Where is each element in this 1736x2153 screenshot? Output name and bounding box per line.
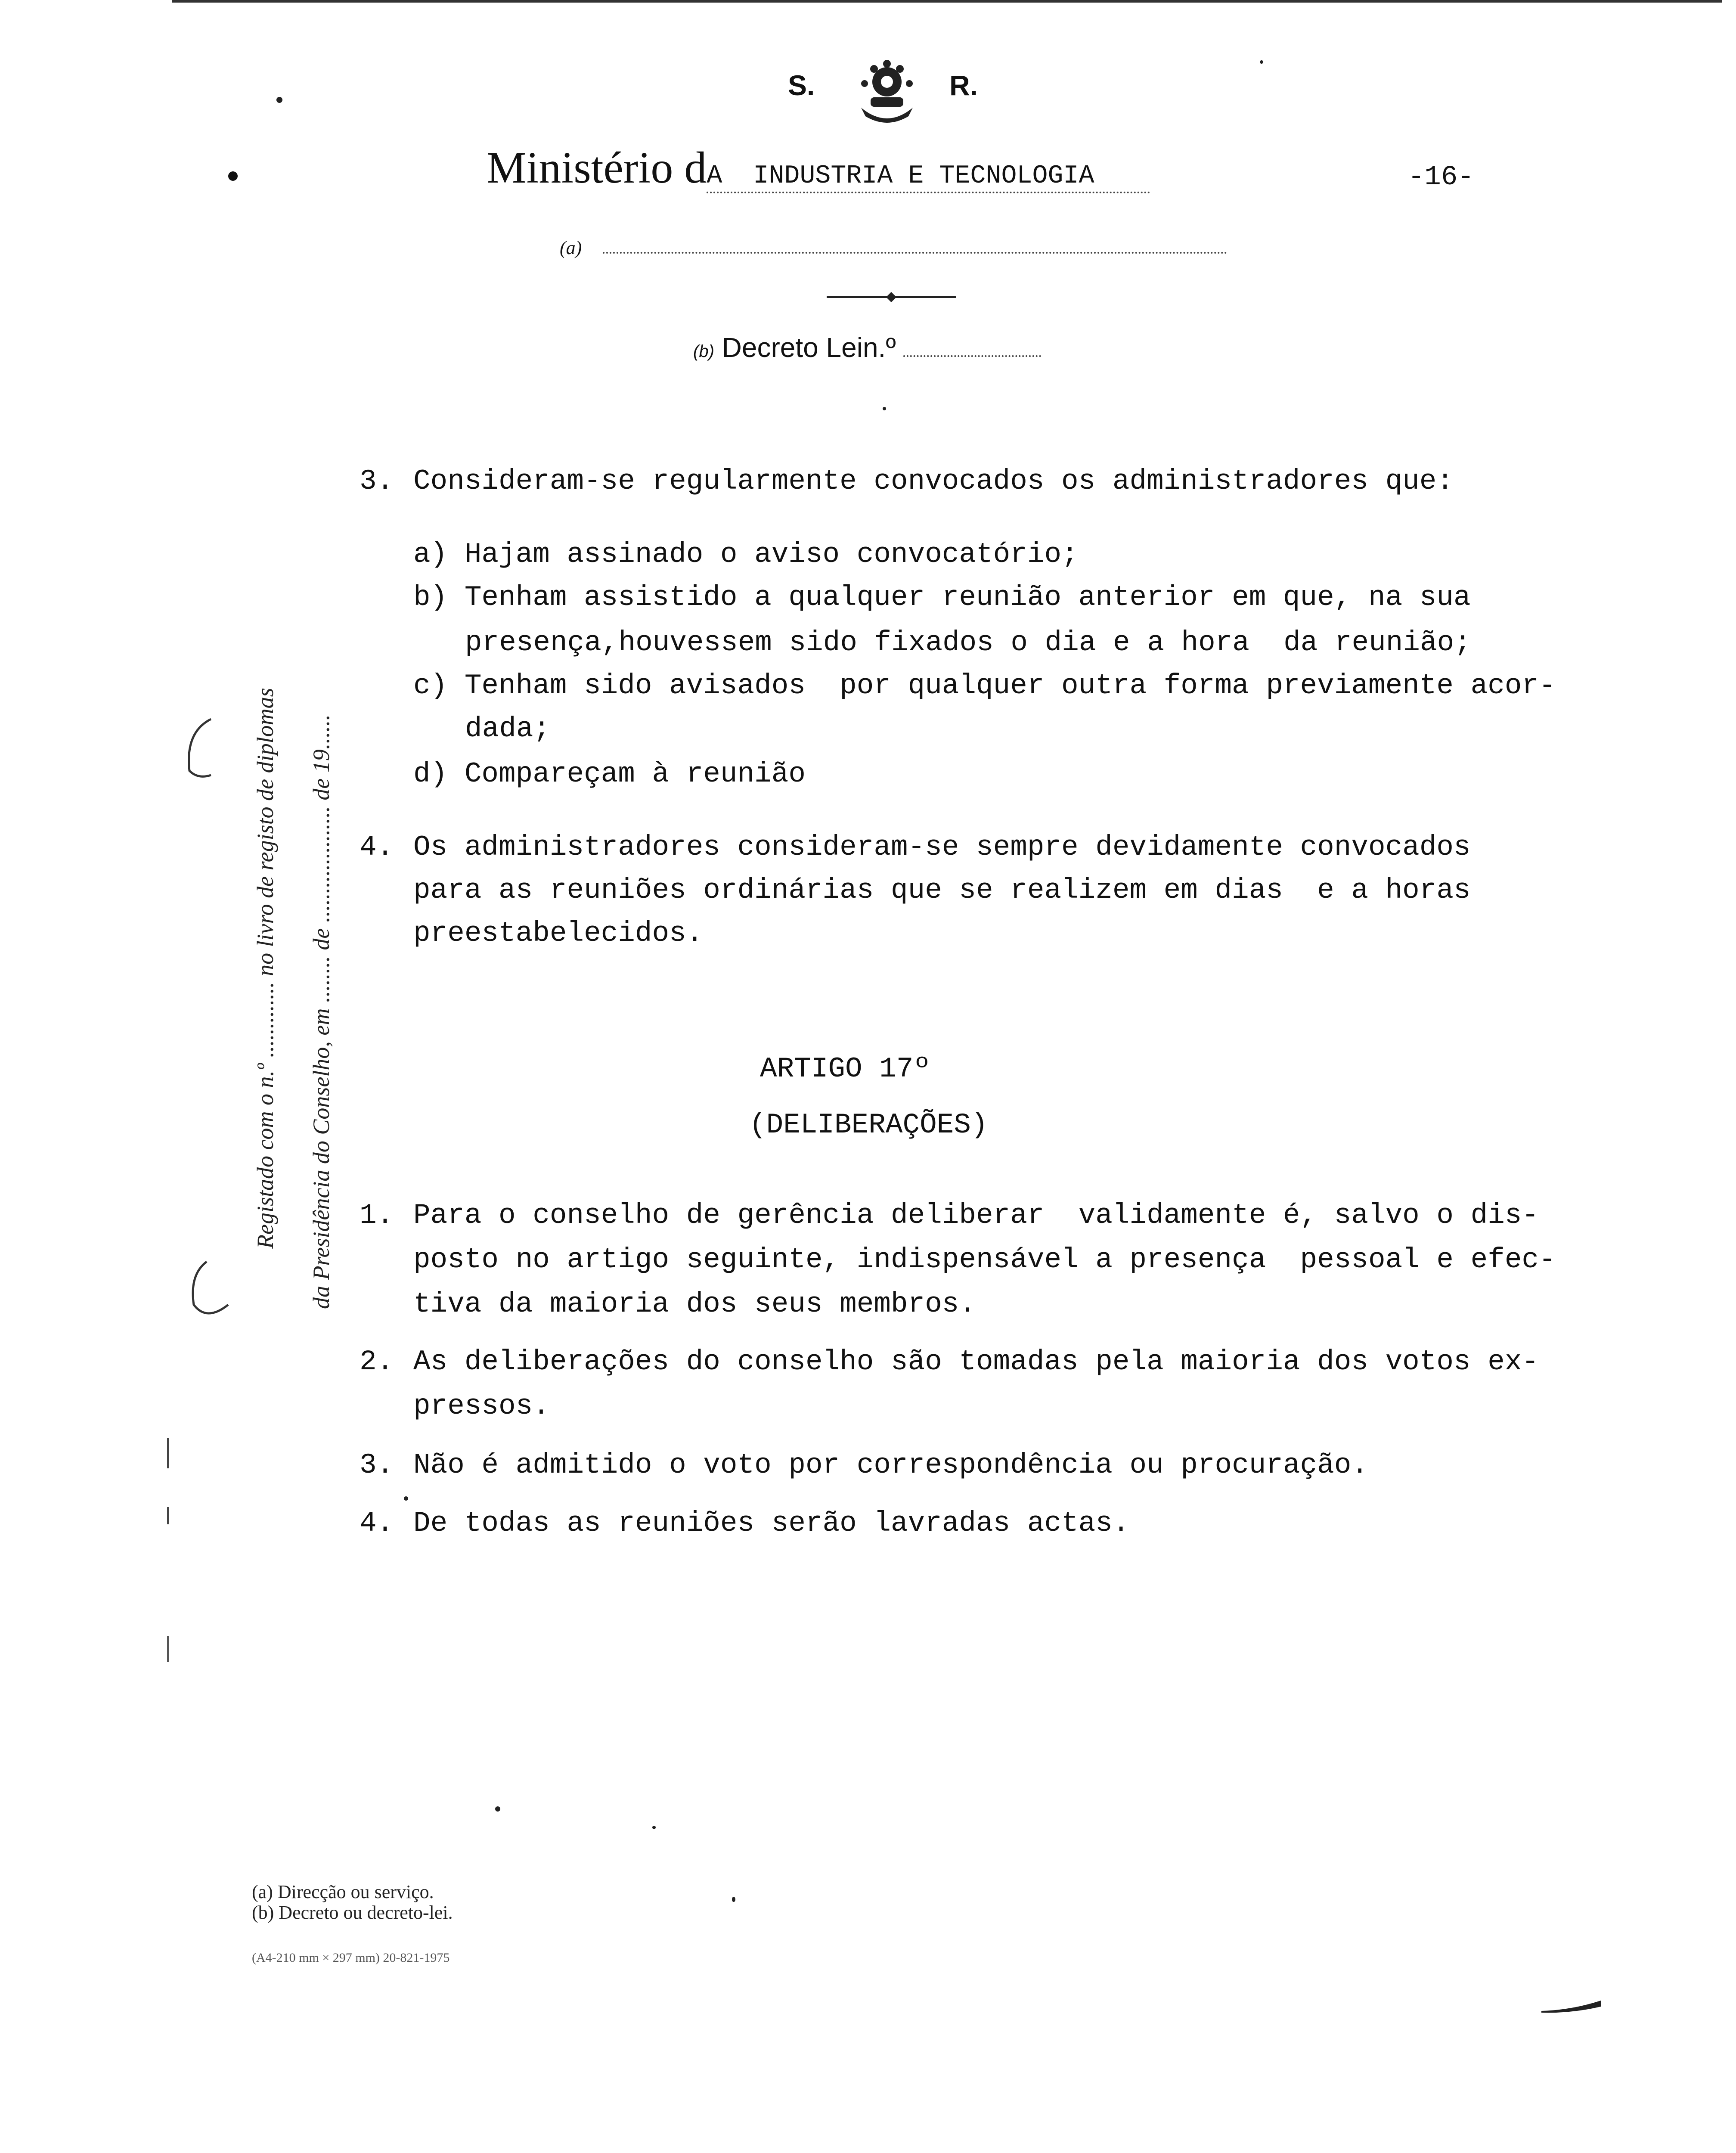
coat-of-arms-icon <box>844 56 930 129</box>
margin-registration-line: Registado com o n.º ............. no livro de registo de diplomas <box>252 688 278 1249</box>
p4-number: 4. <box>360 1507 394 1539</box>
a-label: (a) <box>560 237 582 258</box>
top-border-line <box>172 0 1722 3</box>
bottom-right-mark <box>1541 1998 1602 2015</box>
footnote-a: (a) Direcção ou serviço. <box>252 1881 434 1902</box>
margin-arc-bottom <box>181 1257 232 1322</box>
item4-line1: Os administradores consideram-se sempre devidamente convocados <box>413 831 1471 863</box>
p2-number: 2. <box>360 1346 394 1378</box>
speck <box>652 1826 656 1829</box>
item4-line2: para as reuniões ordinárias que se realizem em dias e a horas <box>413 874 1471 906</box>
p1-line1: Para o conselho de gerência deliberar validamente é, salvo o dis- <box>413 1199 1539 1232</box>
p1-number: 1. <box>360 1199 394 1232</box>
speck <box>276 97 282 103</box>
ministry-field: A INDUSTRIA E TECNOLOGIA <box>707 163 1150 193</box>
p1-line3: tiva da maioria dos seus membros. <box>413 1288 976 1320</box>
ornament-divider <box>827 291 956 304</box>
p3-number: 3. <box>360 1449 394 1481</box>
left-edge-tick <box>167 1438 169 1468</box>
left-edge-tick <box>167 1507 169 1524</box>
item4-line3: preestabelecidos. <box>413 917 704 949</box>
left-mark-dot <box>228 171 238 181</box>
item4-number: 4. <box>360 831 394 863</box>
item-c-line1: c) Tenham sido avisados por qualquer outra forma previamente acor- <box>413 670 1556 702</box>
speck <box>732 1897 735 1902</box>
p4-text: De todas as reuniões serão lavradas actas. <box>413 1507 1130 1539</box>
item3-number: 3. <box>360 465 394 497</box>
page-number: -16- <box>1408 162 1474 193</box>
speck <box>495 1806 500 1812</box>
item-a: a) Hajam assinado o aviso convocatório; <box>413 538 1079 571</box>
p3-text: Não é admitido o voto por correspondência ou procuração. <box>413 1449 1368 1481</box>
item-b-line2: presença,houvessem sido fixados o dia e a hora da reunião; <box>465 627 1471 659</box>
ministerio-label: Ministério d <box>487 143 707 192</box>
ministerio-title <box>487 142 1150 193</box>
footnote-b: (b) Decreto ou decreto-lei. <box>252 1902 453 1923</box>
b-label: (b) <box>693 342 714 361</box>
a-dotted-line <box>603 252 1227 254</box>
item-d: d) Compareçam à reunião <box>413 758 806 790</box>
sr-right-letter: R. <box>949 69 978 101</box>
left-edge-tick <box>167 1636 169 1662</box>
print-code: (A4-210 mm × 297 mm) 20-821-1975 <box>252 1951 450 1965</box>
p2-line1: As deliberações do conselho são tomadas pela maioria dos votos ex- <box>413 1346 1539 1378</box>
artigo-subtitle: (DELIBERAÇÕES) <box>749 1109 988 1141</box>
p2-line2: pressos. <box>413 1390 550 1422</box>
margin-arc-top <box>181 715 215 779</box>
speck <box>404 1496 408 1501</box>
decreto-line <box>693 332 1041 363</box>
item-b-line1: b) Tenham assistido a qualquer reunião anterior em que, na sua <box>413 581 1471 614</box>
decreto-label: Decreto Lei <box>722 332 863 363</box>
artigo-title: ARTIGO 17º <box>760 1053 931 1085</box>
p1-line2: posto no artigo seguinte, indispensável a presença pessoal e efec- <box>413 1244 1556 1276</box>
speck <box>1260 60 1263 64</box>
item-c-line2: dada; <box>465 713 551 745</box>
decreto-number-field <box>903 355 1041 357</box>
speck <box>883 407 886 410</box>
margin-presidency-line: da Presidência do Conselho, em ........ de .................... de 19...... <box>308 714 334 1309</box>
sr-left-letter: S. <box>788 69 815 101</box>
item3-text: Consideram-se regularmente convocados os administradores que: <box>413 465 1454 497</box>
n-label: n.º <box>862 332 896 363</box>
